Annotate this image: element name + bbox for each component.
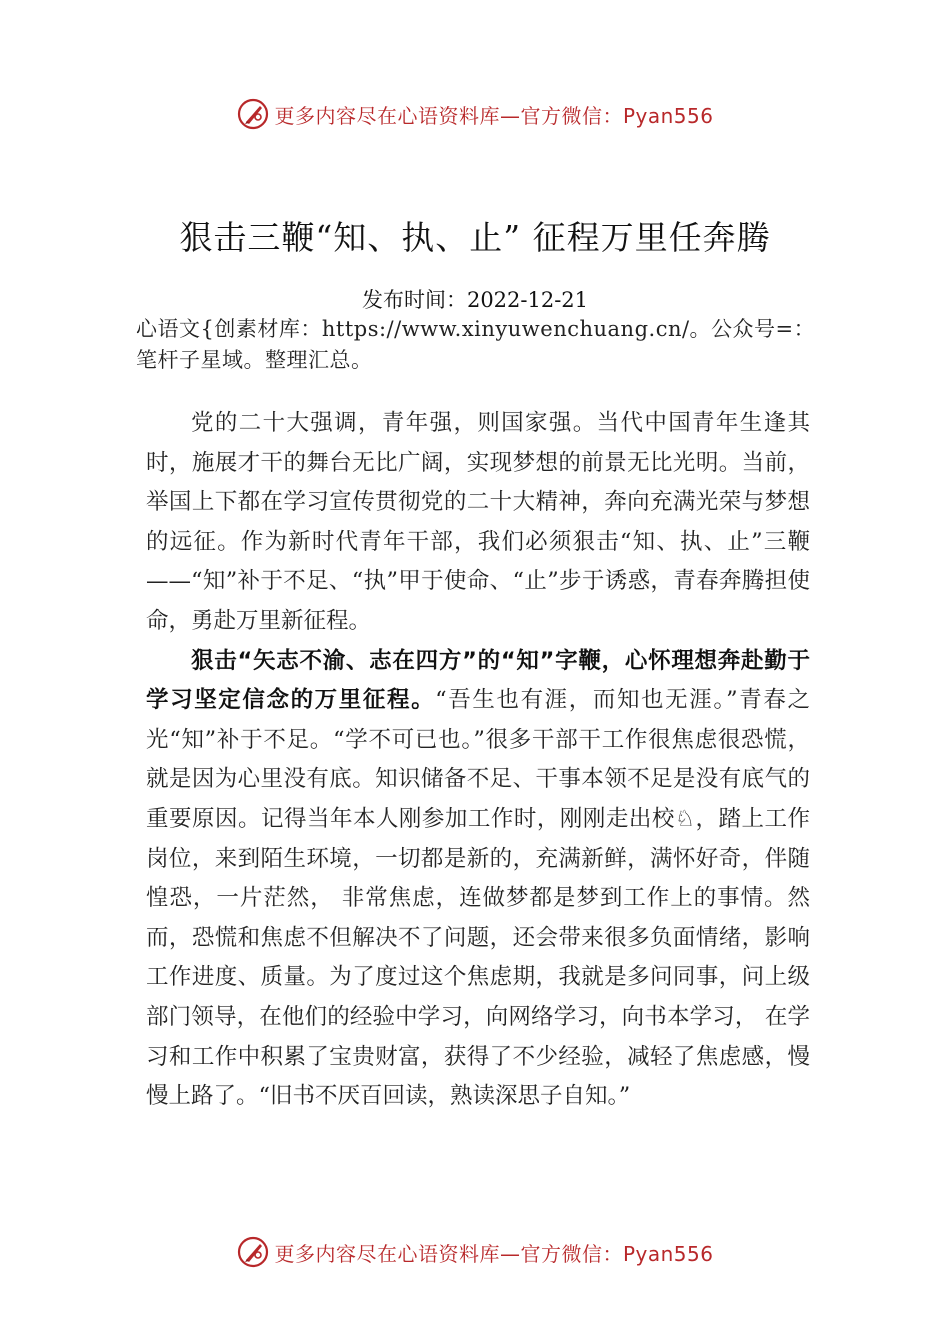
quill-pen-logo-icon bbox=[236, 1235, 270, 1269]
source-note: 心语文{创素材库：https://www.xinyuwenchuang.cn/。公众号=：笔杆子星域。整理汇总。 bbox=[136, 317, 816, 372]
publish-date: 发布时间：2022-12-21 bbox=[361, 288, 589, 312]
header-banner-text: 更多内容尽在心语资料库—官方微信：Pyan556 bbox=[274, 103, 714, 128]
footer-banner-text: 更多内容尽在心语资料库—官方微信：Pyan556 bbox=[274, 1241, 714, 1266]
quill-pen-logo-icon bbox=[236, 97, 270, 131]
paragraph: 党的二十大强调，青年强，则国家强。当代中国青年生逢其时，施展才干的舞台无比广阔，实现梦想的前景无比光明。当前，举国上下都在学习宣传贯彻党的二十大精神，奔向充满光荣与梦想的远征。作为新时代青年干部，我们必须狠击“知、执、止”三鞭——“知”补于不足、“执”甲于使命、“止”步于诱惑，青春奔腾担使命，勇赴万里新征程。 bbox=[146, 410, 810, 634]
header-banner bbox=[0, 94, 950, 134]
footer-banner bbox=[0, 1232, 950, 1272]
article-title: 狠击三鞭“知、执、止” 征程万里任奔腾 bbox=[179, 218, 771, 257]
paragraph-text: “吾生也有涯，而知也无涯。”青春之光“知”补于不足。“学不可已也。”很多干部干工作很焦虑很恐慌，就是因为心里没有底。知识储备不足、干事本领不足是没有底气的重要原因。记得当年本人刚参加工作时，刚刚走出校♘，踏上工作岗位，来到陌生环境，一切都是新的，充满新鲜，满怀好奇，伴随惶恐，一片茫然， 非常焦虑，连做梦都是梦到工作上的事情。然而，恐慌和焦虑不但解决不了问题，还会带来很多负面情绪，影响工作进度、质量。为了度过这个焦虑期，我就是多问同事，问上级部门领导，在他们的经验中学习，向网络学习，向书本学习， 在学习和工作中积累了宝贵财富，获得了不少经验，减轻了焦虑感，慢慢上路了。“旧书不厌百回读，熟读深思子自知。” bbox=[146, 687, 810, 1110]
article-body bbox=[146, 404, 810, 1117]
paragraph bbox=[146, 642, 810, 1117]
paragraph-heading: 狠击“矢志不渝、志在四方”的“知”字鞭，心怀理想奔赴勤于学习坚定信念的万里征程。 bbox=[146, 647, 810, 714]
